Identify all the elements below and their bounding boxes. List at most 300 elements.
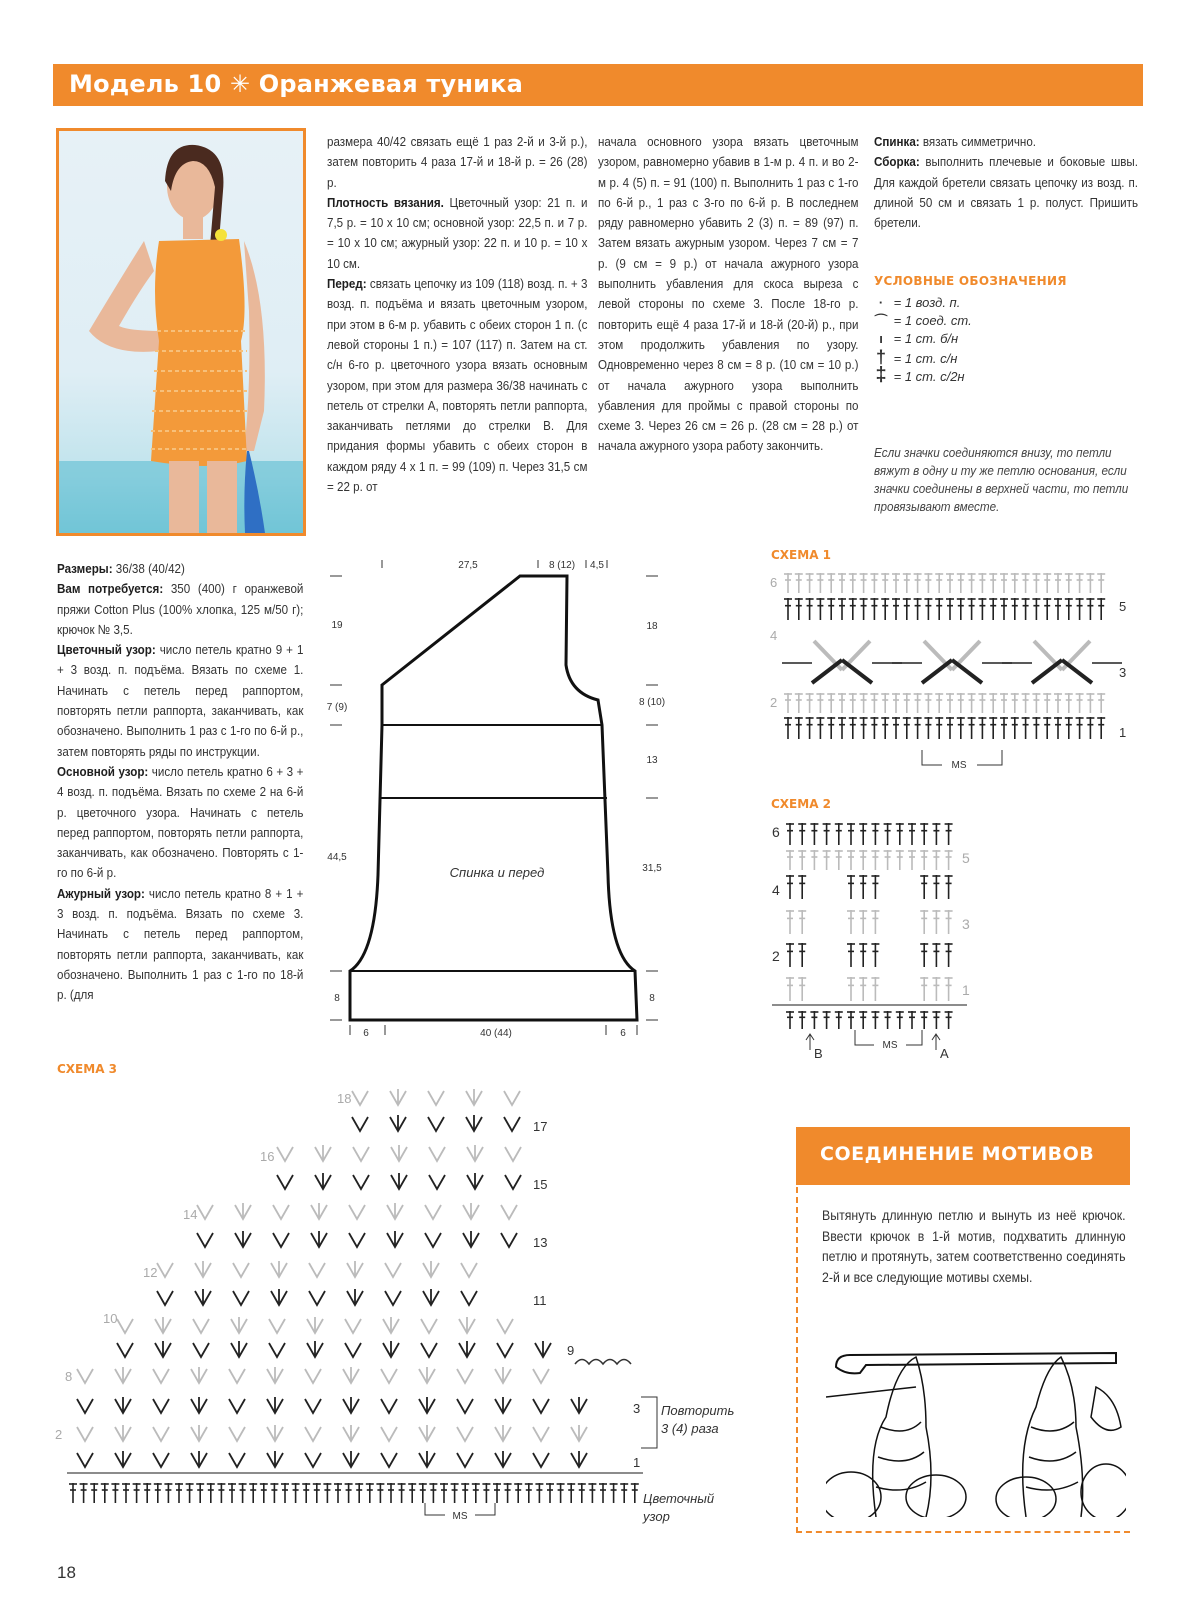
lace-fan-icon — [571, 1451, 587, 1467]
dc-stitch-icon — [1000, 598, 1008, 620]
base-dc-stitch-icon — [207, 1483, 215, 1503]
base-dc-stitch-icon — [228, 1483, 236, 1503]
lace-fan-icon — [233, 1291, 249, 1305]
lace-fan-icon — [533, 1453, 549, 1467]
dc-stitch-icon — [795, 693, 803, 713]
row-label: 3 — [633, 1401, 641, 1416]
dc-stitch-icon — [1032, 717, 1040, 739]
base-dc-stitch-icon — [567, 1483, 575, 1503]
dc-stitch-icon — [946, 573, 954, 593]
lace-fan-icon — [271, 1289, 287, 1305]
lace-fan-icon — [153, 1369, 169, 1383]
paragraph-gauge — [327, 193, 587, 274]
lace-fan-icon — [315, 1173, 331, 1189]
dc-stitch-icon — [914, 598, 922, 620]
dc-stitch-icon — [945, 943, 953, 967]
dc-stitch-icon — [798, 910, 806, 934]
dc-stitch-icon — [795, 598, 803, 620]
dc-stitch-icon — [795, 717, 803, 739]
dc-stitch-icon — [968, 598, 976, 620]
dc-stitch-icon — [1043, 717, 1051, 739]
lace-fan-icon — [457, 1369, 473, 1383]
dc-stitch-icon — [968, 573, 976, 593]
dc-stitch-icon — [1011, 573, 1019, 593]
dc-stitch-icon — [945, 850, 953, 870]
lace-fan-icon — [195, 1289, 211, 1305]
lace-fan-icon — [466, 1115, 482, 1131]
joining-box-title: СОЕДИНЕНИЕ МОТИВОВ — [820, 1143, 1095, 1165]
lace-fan-icon — [381, 1427, 397, 1441]
lace-fan-icon — [195, 1261, 211, 1277]
dc-stitch-icon — [932, 1011, 940, 1029]
dc-stitch-icon — [847, 977, 855, 1001]
dc-stitch-icon — [795, 573, 803, 593]
repeat-label: MS — [452, 1511, 468, 1522]
dc-stitch-icon — [871, 977, 879, 1001]
base-dc-stitch-icon — [504, 1483, 512, 1503]
chain-stitch-icon: · — [878, 295, 884, 310]
dc-stitch-icon — [881, 598, 889, 620]
pattern-bands — [350, 725, 635, 971]
lace-fan-icon — [385, 1291, 401, 1305]
dc-stitch-icon — [1043, 693, 1051, 713]
dc-stitch-icon — [935, 598, 943, 620]
legend-text: = 1 ст. с/2н — [893, 369, 965, 384]
dc-stitch-icon — [1011, 693, 1019, 713]
dc-stitch-icon — [989, 693, 997, 713]
base-dc-stitch-icon — [482, 1483, 490, 1503]
base-dc-stitch-icon — [260, 1483, 268, 1503]
dc-stitch-icon — [957, 717, 965, 739]
dc-stitch-icon — [859, 943, 867, 967]
lace-fan-icon — [191, 1397, 207, 1413]
paragraph-intro: размера 40/42 связать ещё 1 раз 2-й и 3-й р.), затем повторить 4 раза 17-й и 18-й р. = 26 (28) р. — [327, 134, 588, 190]
dc-stitch-icon — [798, 943, 806, 967]
row-label: 2 — [55, 1427, 63, 1442]
lace-fan-icon — [467, 1173, 483, 1189]
model-illustration — [59, 131, 303, 533]
dc-stitch-icon — [1054, 693, 1062, 713]
base-dc-stitch-icon — [313, 1483, 321, 1503]
lace-fan-icon — [115, 1367, 131, 1383]
lace-fan-icon — [461, 1291, 477, 1305]
dc-stitch-icon — [847, 910, 855, 934]
lace-fan-icon — [421, 1319, 437, 1333]
repeat-note: 3 (4) раза — [661, 1421, 719, 1436]
row-label: 16 — [260, 1149, 275, 1164]
row-label: 13 — [533, 1235, 548, 1250]
base-dc-stitch-icon — [514, 1483, 522, 1503]
dc-stitch-icon — [884, 850, 892, 870]
flower-pattern-text: число петель кратно 9 + 1 + 3 возд. п. подъёма. Вязать по схеме 1. Начинать с петель перед раппортом, повторять петли раппорта, заканчивать, как обозначено. Выполнить 1 раз с 1-го по 6-й р., затем повторять ряды по инструкции. — [57, 642, 304, 759]
dim-top-1: 27,5 — [458, 560, 478, 571]
sizes-text: 36/38 (40/42) — [112, 561, 185, 576]
base-dc-stitch-icon — [143, 1483, 151, 1503]
dc-stitch-icon — [798, 850, 806, 870]
page-number: 18 — [57, 1563, 76, 1582]
front-text: связать цепочку из 109 (118) возд. п. + 3 возд. п. подъёма и вязать цветочным узором, при этом в 6-м р. убавить с обеих сторон 1 п. (с левой стороны 1 п.) = 107 (117) п. Затем на ст. с/н 6-го р. цветочного узора вязать основным узором, при этом для размера 36/38 начинать с петель от стрелки А, повторять петли раппорта, заканчивать петлями до стрелки В. Для придания формы убавить с обеих сторон в каждом ряду 4 х 1 п. = 99 (109) п. Через 31,5 см = 22 р. от — [327, 276, 588, 495]
legend-text: = 1 ст. б/н — [893, 331, 959, 346]
dc-stitch-icon — [859, 977, 867, 1001]
dim-left-4: 8 — [334, 993, 340, 1004]
dim-top-3: 4,5 — [590, 560, 604, 571]
lace-fan-icon — [343, 1451, 359, 1467]
arrow-b-label: B — [814, 1046, 823, 1061]
lace-fan-icon — [352, 1117, 368, 1131]
lace-fan-icon — [343, 1367, 359, 1383]
base-dc-stitch-icon — [323, 1483, 331, 1503]
base-dc-stitch-icon — [557, 1483, 565, 1503]
legend-item — [872, 294, 972, 312]
dc-stitch-icon — [870, 717, 878, 739]
paragraph-front — [327, 274, 587, 497]
dc-stitch-icon — [903, 717, 911, 739]
dc-stitch-icon — [1065, 598, 1073, 620]
dc-stitch-icon — [798, 977, 806, 1001]
lace-fan-icon — [353, 1175, 369, 1189]
lace-fan-icon — [77, 1427, 93, 1441]
base-dc-stitch-icon — [610, 1483, 618, 1503]
title-banner — [53, 64, 1143, 106]
base-dc-stitch-icon — [270, 1483, 278, 1503]
row-label: 17 — [533, 1119, 548, 1134]
base-dc-stitch-icon — [164, 1483, 172, 1503]
row-label: 3 — [1119, 665, 1127, 680]
dc-stitch-icon — [1076, 598, 1084, 620]
dc-stitch-icon — [957, 693, 965, 713]
dc-stitch-icon — [838, 717, 846, 739]
slip-stitch-arc — [575, 1360, 631, 1365]
lace-fan-icon — [429, 1175, 445, 1189]
lace-fan-icon — [193, 1343, 209, 1357]
dc-stitch-icon — [859, 875, 867, 899]
back-text: вязать симметрично. — [919, 134, 1037, 149]
dc-stitch-icon — [920, 850, 928, 870]
dc-stitch-icon — [870, 598, 878, 620]
lace-fan-icon — [421, 1343, 437, 1357]
dc-stitch-icon — [849, 573, 857, 593]
base-dc-stitch-icon — [90, 1483, 98, 1503]
dc-stitch-icon — [896, 823, 904, 845]
dc-stitch-icon — [860, 693, 868, 713]
lace-fan-icon — [197, 1233, 213, 1247]
legend-item — [872, 312, 972, 330]
lace-fan-icon — [115, 1425, 131, 1441]
joining-box-header — [796, 1127, 1130, 1185]
dc-stitch-icon — [968, 717, 976, 739]
dc-stitch-icon — [1097, 573, 1105, 593]
lace-fan-icon — [467, 1145, 483, 1161]
dc-stitch-icon — [827, 693, 835, 713]
repeat-label: MS — [882, 1040, 898, 1051]
dc-stitch-icon — [892, 717, 900, 739]
dim-bottom-2: 40 (44) — [480, 1028, 512, 1039]
dc-stitch-icon — [816, 717, 824, 739]
lace-fan-icon — [77, 1369, 93, 1383]
dc-stitch-icon — [935, 693, 943, 713]
lace-fan-icon — [429, 1147, 445, 1161]
lace-fan-icon — [349, 1233, 365, 1247]
lace-fan-icon — [504, 1091, 520, 1105]
dc-stitch-icon — [945, 910, 953, 934]
instructions-column-2 — [327, 132, 587, 497]
dc-stitch-icon — [810, 850, 818, 870]
lace-fan-icon — [305, 1453, 321, 1467]
dim-right-2: 8 (10) — [638, 697, 666, 708]
lace-fan-icon — [428, 1117, 444, 1131]
dc-stitch-icon — [784, 573, 792, 593]
lace-fan-icon — [311, 1203, 327, 1219]
lace-fan-icon — [495, 1397, 511, 1413]
dc-stitch-icon — [823, 1011, 831, 1029]
lace-fan-icon — [387, 1203, 403, 1219]
dc-stitch-icon — [935, 573, 943, 593]
lace-fan-icon — [383, 1341, 399, 1357]
lace-fan-icon — [77, 1399, 93, 1413]
gauge-label: Плотность вязания. — [327, 194, 444, 210]
lace-fan-icon — [345, 1343, 361, 1357]
dc-stitch-icon — [946, 598, 954, 620]
legend-text: = 1 возд. п. — [893, 295, 961, 310]
lace-fan-icon — [155, 1317, 171, 1333]
row-label: 6 — [772, 824, 780, 840]
base-dc-stitch-icon — [111, 1483, 119, 1503]
schema-3-title: СХЕМА 3 — [57, 1062, 118, 1076]
lace-fan-icon — [347, 1289, 363, 1305]
paragraph-main-pattern — [57, 762, 303, 884]
flower-motif-icon — [892, 641, 1012, 683]
lace-fan-icon — [571, 1425, 587, 1441]
dc-stitch-icon — [978, 693, 986, 713]
row-label: 11 — [533, 1293, 547, 1308]
lace-fan-icon — [231, 1317, 247, 1333]
base-dc-stitch-icon — [355, 1483, 363, 1503]
base-dc-stitch-icon — [69, 1483, 77, 1503]
dc-stitch-icon — [932, 850, 940, 870]
dc-stitch-icon — [1054, 598, 1062, 620]
row-label: 10 — [103, 1311, 118, 1326]
dc-stitch-icon — [860, 598, 868, 620]
row-label: 1 — [1119, 725, 1127, 740]
lace-fan-icon — [463, 1203, 479, 1219]
dc-stitch-icon — [892, 598, 900, 620]
dim-left-2: 7 (9) — [326, 702, 348, 713]
dc-stitch-icon — [903, 573, 911, 593]
paragraph-back — [874, 132, 1138, 152]
lace-fan-icon — [387, 1231, 403, 1247]
schema-1-chart — [762, 565, 1132, 775]
dc-stitch-icon — [1097, 598, 1105, 620]
lace-fan-icon — [501, 1233, 517, 1247]
lace-fan-icon — [423, 1289, 439, 1305]
dc-stitch-icon — [784, 717, 792, 739]
dc-stitch-icon — [1000, 717, 1008, 739]
dc-stitch-icon — [1086, 598, 1094, 620]
repeat-label: MS — [951, 760, 967, 771]
dc-stitch-icon — [968, 693, 976, 713]
lace-fan-icon — [191, 1425, 207, 1441]
gauge-text: Цветочный узор: 21 п. и 7,5 р. = 10 х 10 см; основной узор: 22,5 п. и 7 р. = 10 х 10 см; ажурный узор: 22 п. и 10 р. = 10 х 10 см. — [327, 194, 588, 271]
dc-stitch-icon — [786, 875, 794, 899]
dc-stitch-icon — [881, 717, 889, 739]
schema-2-chart — [762, 815, 992, 1065]
base-label: Цветочный — [643, 1491, 715, 1506]
dc-stitch-icon — [835, 1011, 843, 1029]
row-label: 5 — [962, 850, 970, 866]
dc-stitch-icon — [1097, 717, 1105, 739]
base-dc-stitch-icon — [281, 1483, 289, 1503]
base-dc-stitch-icon — [175, 1483, 183, 1503]
lace-fan-icon — [153, 1453, 169, 1467]
paragraph-sizes — [57, 559, 303, 579]
lace-fan-icon — [233, 1263, 249, 1277]
row-label: 9 — [567, 1343, 575, 1358]
lace-fan-icon — [343, 1425, 359, 1441]
base-dc-stitch-icon — [440, 1483, 448, 1503]
dc-stitch-icon — [946, 693, 954, 713]
schema-2-title: СХЕМА 2 — [771, 797, 832, 811]
dc-stitch-icon — [847, 1011, 855, 1029]
lace-fan-icon — [505, 1175, 521, 1189]
double-crochet-icon: † — [875, 347, 886, 367]
dc-stitch-icon — [957, 598, 965, 620]
lace-fan-icon — [349, 1205, 365, 1219]
lace-fan-icon — [153, 1427, 169, 1441]
lace-fan-icon — [305, 1369, 321, 1383]
base-dc-stitch-icon — [398, 1483, 406, 1503]
dc-stitch-icon — [908, 1011, 916, 1029]
lace-fan-icon — [315, 1145, 331, 1161]
base-dc-stitch-icon — [101, 1483, 109, 1503]
row-label: 15 — [533, 1177, 548, 1192]
dc-stitch-icon — [892, 573, 900, 593]
lace-fan-icon — [533, 1369, 549, 1383]
lace-fan-icon — [235, 1203, 251, 1219]
lace-fan-icon — [77, 1453, 93, 1467]
lace-fan-icon — [267, 1451, 283, 1467]
lace-fan-icon — [229, 1369, 245, 1383]
repeat-note: Повторить — [661, 1403, 735, 1418]
lace-fan-icon — [423, 1261, 439, 1277]
lace-fan-icon — [461, 1263, 477, 1277]
dim-right-3: 13 — [646, 755, 658, 766]
row-label: 14 — [183, 1207, 198, 1222]
dc-stitch-icon — [827, 717, 835, 739]
schema-1-title: СХЕМА 1 — [771, 548, 832, 562]
lace-fan-icon — [271, 1261, 287, 1277]
dc-stitch-icon — [945, 1011, 953, 1029]
lace-fan-icon — [495, 1425, 511, 1441]
dc-stitch-icon — [816, 598, 824, 620]
dc-stitch-icon — [920, 875, 928, 899]
dc-stitch-icon — [989, 598, 997, 620]
lace-fan-icon — [157, 1263, 173, 1277]
lace-fan-icon — [381, 1369, 397, 1383]
lace-fan-icon — [385, 1263, 401, 1277]
dc-stitch-icon — [881, 693, 889, 713]
base-dc-stitch-icon — [451, 1483, 459, 1503]
base-dc-stitch-icon — [196, 1483, 204, 1503]
dc-stitch-icon — [1000, 693, 1008, 713]
lace-fan-icon — [352, 1091, 368, 1105]
model-photo — [56, 128, 306, 536]
dc-stitch-icon — [810, 823, 818, 845]
instructions-column-1 — [57, 559, 303, 1006]
dc-stitch-icon — [932, 910, 940, 934]
lace-fan-icon — [267, 1367, 283, 1383]
dc-stitch-icon — [924, 573, 932, 593]
lace-fan-icon — [307, 1317, 323, 1333]
lace-fan-icon — [115, 1397, 131, 1413]
dc-stitch-icon — [908, 850, 916, 870]
lace-fan-icon — [343, 1397, 359, 1413]
dc-stitch-icon — [1065, 693, 1073, 713]
paragraph-continuation: начала основного узора вязать цветочным узором, равномерно убавив в 1-м р. 4 п. и во 2-м р. 4 (5) п. = 91 (100) п. Выполнить 1 раз с 1-го по 6-й р., 1 раз с 3-го по 6-й р. В последнем ряду равномерно убавить 2 (3) п. = 89 (97) п. Затем вязать ажурным узором. Через 7 см = 7 р. (9 см = 9 р.) от начала ажурного узора выполнить убавления для скоса выреза с левой стороны по схеме 3. После 18-го р. повторить ещё 4 раза 17-й и 18-й (20-й) р., при этом продолжить убавления по узору. Одновременно через 8 см = 8 р. (10 см = 10 р.) от начала ажурного узора выполнить убавления для проймы с правой стороны по схеме 3. Через 26 см = 26 р. (28 см = 28 р.) от начала ажурного узора работу закончить. — [598, 134, 859, 454]
legend-item — [872, 330, 972, 348]
base-dc-stitch-icon — [80, 1483, 88, 1503]
base-dc-stitch-icon — [186, 1483, 194, 1503]
dc-stitch-icon — [847, 875, 855, 899]
lace-fan-icon — [277, 1147, 293, 1161]
lace-fan-icon — [419, 1367, 435, 1383]
row-label: 4 — [772, 882, 780, 898]
lace-fan-icon — [157, 1291, 173, 1305]
dc-stitch-icon — [859, 910, 867, 934]
paragraph-assembly — [874, 152, 1138, 233]
legend — [872, 294, 972, 396]
main-pattern-label: Основной узор: — [57, 763, 149, 779]
lace-fan-icon — [311, 1231, 327, 1247]
dc-stitch-icon — [786, 850, 794, 870]
dc-stitch-icon — [896, 1011, 904, 1029]
dc-stitch-icon — [920, 943, 928, 967]
lace-fan-icon — [353, 1147, 369, 1161]
dim-left-1: 19 — [331, 620, 343, 631]
row-label: 1 — [633, 1455, 641, 1470]
lace-fan-icon — [466, 1089, 482, 1105]
dc-stitch-icon — [914, 717, 922, 739]
dc-stitch-icon — [920, 910, 928, 934]
lace-fan-icon — [459, 1317, 475, 1333]
dim-bottom-1: 6 — [363, 1028, 369, 1039]
dc-stitch-icon — [924, 598, 932, 620]
legend-title: УСЛОВНЫЕ ОБОЗНАЧЕНИЯ — [874, 274, 1067, 288]
dc-stitch-icon — [989, 573, 997, 593]
dc-stitch-icon — [823, 850, 831, 870]
lace-fan-icon — [533, 1399, 549, 1413]
dc-stitch-icon — [1032, 693, 1040, 713]
lace-pattern-label: Ажурный узор: — [57, 885, 145, 901]
dc-stitch-icon — [784, 693, 792, 713]
dc-stitch-icon — [816, 693, 824, 713]
dc-stitch-icon — [806, 693, 814, 713]
dc-stitch-icon — [871, 1011, 879, 1029]
dc-stitch-icon — [884, 1011, 892, 1029]
dc-stitch-icon — [859, 850, 867, 870]
lace-fan-icon — [229, 1399, 245, 1413]
lace-fan-icon — [505, 1147, 521, 1161]
dc-stitch-icon — [914, 693, 922, 713]
row-label: 4 — [770, 628, 778, 643]
dc-stitch-icon — [932, 943, 940, 967]
row-label: 3 — [962, 916, 970, 932]
lace-fan-icon — [273, 1233, 289, 1247]
repeat-bracket — [641, 1397, 657, 1448]
dc-stitch-icon — [835, 823, 843, 845]
lace-fan-icon — [457, 1399, 473, 1413]
dc-stitch-icon — [989, 717, 997, 739]
base-dc-stitch-icon — [461, 1483, 469, 1503]
